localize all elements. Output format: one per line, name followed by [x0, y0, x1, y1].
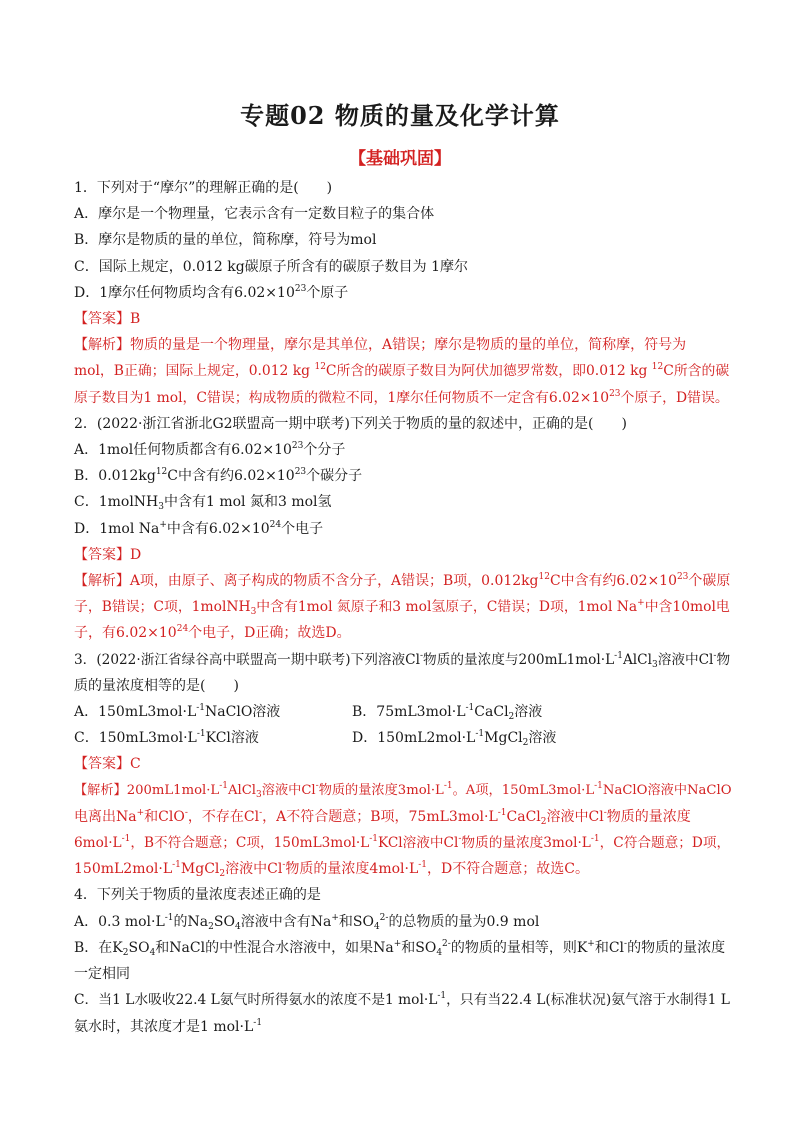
text: ，C符合题意；D项，	[599, 835, 731, 852]
q1-answer: 【答案】B	[74, 311, 141, 328]
text: C．当1 L水吸收22.4 L氨气时所得氨水的浓度不是1 mol·L	[74, 992, 438, 1009]
superscript: 12	[538, 572, 550, 583]
text: B．在K	[74, 939, 123, 956]
text: B．0.012kg	[74, 468, 156, 485]
subscript: 2	[540, 816, 547, 827]
text: 个原子	[306, 284, 349, 301]
text: 物质的量浓度3mol·L	[461, 835, 591, 852]
superscript: -1	[164, 912, 174, 923]
superscript: 24	[176, 624, 189, 635]
superscript: -	[184, 807, 188, 818]
q1-option-c: C．国际上规定，0.012 kg碳原子所含有的碳原子数目为 1摩尔	[74, 258, 469, 275]
text: 溶液	[528, 730, 557, 747]
superscript: 23	[294, 283, 307, 294]
q1-option-d	[74, 280, 730, 306]
text: 物质的量浓度与200mL1mol·L	[423, 651, 615, 668]
superscript: -1	[590, 834, 600, 845]
superscript: 23	[291, 441, 304, 452]
q2-option-d	[74, 516, 730, 542]
text: 物质的量浓度3mol·L	[318, 782, 444, 798]
text: NaClO溶液	[205, 704, 281, 721]
text: 的物质的量相等，则K	[450, 939, 588, 956]
text: AlCl	[622, 651, 652, 668]
q3-stem-line-2: 质的量浓度相等的是( )	[74, 677, 239, 694]
text: 溶液中Cl	[657, 651, 714, 668]
q3-explanation-line-4	[74, 856, 730, 882]
superscript: -	[458, 834, 462, 845]
text: 子，有6.02×10	[74, 625, 177, 642]
text: C中含有约6.02×10	[167, 468, 295, 485]
q2-explanation-line-1	[74, 568, 730, 594]
superscript: -1	[121, 834, 131, 845]
text: KCl溶液中Cl	[378, 835, 459, 852]
text: 【解析】A项，由原子、离子构成的物质不含分子，A错误；B项，0.012kg	[74, 573, 539, 590]
superscript: -1	[196, 703, 206, 714]
superscript: -1	[443, 780, 453, 791]
subscript: 2	[219, 869, 226, 880]
superscript: -	[603, 807, 607, 818]
text: 溶液中Cl	[546, 808, 604, 825]
superscript: -1	[614, 650, 623, 661]
text: CaCl	[506, 808, 541, 825]
section-heading: 【基础巩固】	[349, 149, 451, 169]
q1-option-a: A．摩尔是一个物理量，它表示含有一定数目粒子的集合体	[74, 206, 435, 223]
text: ，只有当22.4 L(标准状况)氨气溶于水制得1 L	[446, 992, 730, 1009]
text: SO	[213, 913, 235, 930]
q1-explanation-line-3	[74, 385, 730, 411]
text: 的总物质的量为0.9 mol	[388, 913, 540, 930]
q2-option-c	[74, 489, 730, 515]
text: 6mol·L	[74, 835, 122, 852]
q1-stem: 1．下列对于“摩尔”的理解正确的是( )	[74, 180, 333, 196]
text: C所含的碳原子数目为阿伏加德罗常数，即0.012 kg	[325, 363, 652, 380]
text: 的Na	[173, 913, 209, 930]
superscript: 12	[651, 362, 664, 373]
q4-option-b-line-2: 一定相同	[74, 966, 130, 983]
q2-explanation-line-2	[74, 594, 730, 620]
subscript: 2	[122, 947, 129, 958]
text: 3．(2022·浙江省绿谷高中联盟高一期中联考)下列溶液Cl	[74, 651, 420, 668]
text: 和ClO	[144, 808, 185, 825]
superscript: -1	[475, 729, 485, 740]
text: MgCl	[180, 861, 220, 878]
q1-option-b: B．摩尔是物质的量的单位，简称摩，符号为mol	[74, 232, 377, 249]
superscript: 12	[314, 362, 326, 373]
superscript: 24	[269, 519, 282, 530]
q4-stem: 4．下列关于物质的量浓度表述正确的是	[74, 887, 321, 904]
subscript: 2	[208, 921, 214, 932]
q3-option-c	[74, 725, 352, 751]
text: C中含有约6.02×10	[549, 573, 677, 590]
text: CaCl	[474, 704, 509, 721]
superscript: -1	[219, 780, 228, 791]
q2-answer: 【答案】D	[74, 546, 142, 563]
text: ，B不符合题意；C项，150mL3mol·L	[130, 835, 370, 852]
q1-explanation-line-2	[74, 358, 730, 384]
text: D．150mL2mol·L	[352, 730, 476, 747]
text: 和SO	[401, 939, 437, 956]
text: A．1mol任何物质都含有6.02×10	[74, 442, 292, 459]
subscript: 3	[158, 502, 164, 513]
subscript: 2	[522, 738, 529, 749]
q2-option-b	[74, 463, 730, 489]
text: 中含有1 mol 氮和3 mol氢	[164, 494, 332, 511]
subscript: 4	[234, 921, 241, 932]
q2-explanation-line-3	[74, 620, 730, 646]
superscript: -	[713, 650, 717, 661]
text: 溶液中Cl	[225, 861, 283, 878]
text: 原子数目为1 mol，C错误；构成物质的微粒不同，1摩尔任何物质不一定含有6.02×10	[74, 389, 610, 406]
text: A．150mL3mol·L	[74, 704, 197, 721]
superscript: +	[637, 598, 645, 609]
text: A．0.3 mol·L	[74, 913, 165, 930]
superscript: -1	[172, 860, 181, 871]
text: 。A项，150mL3mol·L	[452, 782, 595, 798]
superscript: +	[136, 807, 145, 818]
text: 和Cl	[594, 939, 625, 956]
superscript: 23	[609, 388, 621, 399]
text: 溶液中含有Na	[240, 913, 332, 930]
q2-option-a	[74, 437, 730, 463]
subscript: 4	[436, 947, 443, 958]
superscript: -	[420, 650, 424, 661]
superscript: -1	[497, 807, 507, 818]
superscript: -1	[196, 729, 206, 740]
text: 个碳分子	[306, 468, 363, 485]
subscript: 3	[256, 789, 262, 800]
q1-explanation-line-1: 【解析】物质的量是一个物理量，摩尔是其单位，A错误；摩尔是物质的量的单位，简称摩，符号为	[74, 337, 687, 354]
superscript: -1	[594, 780, 603, 791]
text: C所含的碳	[663, 363, 730, 380]
text: SO	[128, 939, 150, 956]
q3-explanation-line-3	[74, 830, 730, 856]
superscript: +	[393, 938, 402, 949]
superscript: +	[587, 938, 595, 949]
superscript: 23	[676, 572, 689, 583]
q2-stem: 2．(2022·浙江省浙北G2联盟高一期中联考)下列关于物质的量的叙述中，正确的是( )	[74, 415, 627, 432]
text: 个电子，D正确；故选D。	[188, 625, 351, 642]
superscript: -	[259, 807, 263, 818]
text: 【解析】200mL1mol·L	[74, 782, 220, 798]
q4-option-c-line-1	[74, 987, 730, 1013]
q3-option-a	[74, 699, 352, 725]
superscript: -1	[253, 1017, 263, 1028]
q3-option-d	[352, 725, 630, 751]
text: 和NaCl的中性混合水溶液中，如果Na	[155, 939, 394, 956]
text: AlCl	[227, 782, 257, 798]
text: 物质的量浓度	[606, 808, 691, 825]
superscript: -1	[465, 703, 475, 714]
text: ，不存在Cl	[187, 808, 260, 825]
text: 子，B错误；C项，1molNH	[74, 599, 251, 616]
text: 中含有6.02×10	[166, 520, 270, 537]
superscript: +	[331, 912, 339, 923]
subscript: 4	[373, 921, 380, 932]
page-title: 专题02 物质的量及化学计算	[240, 101, 560, 130]
text: 中含10mol电	[644, 599, 730, 616]
question-list	[74, 175, 730, 1040]
text: C．150mL3mol·L	[74, 730, 197, 747]
q3-option-b	[352, 699, 630, 725]
text: mol，B正确；国际上规定，0.012 kg	[74, 363, 315, 380]
superscript: -	[624, 938, 628, 949]
q4-option-c-line-2	[74, 1014, 730, 1040]
subscript: 2	[508, 712, 515, 723]
text: 个电子	[281, 520, 324, 537]
text: 氨水时，其浓度才是1 mol·L	[74, 1018, 254, 1035]
subscript: 4	[149, 947, 156, 958]
superscript: 2-	[379, 912, 389, 923]
q3-explanation-line-1	[74, 778, 730, 804]
text: ，D不符合题意；故选C。	[427, 861, 589, 878]
superscript: -1	[369, 834, 378, 845]
text: 电离出Na	[74, 808, 137, 825]
text: 溶液中Cl	[261, 782, 316, 798]
text: 溶液	[514, 704, 543, 721]
superscript: +	[159, 519, 167, 530]
text: 和SO	[338, 913, 374, 930]
q3-answer: 【答案】C	[74, 756, 141, 773]
superscript: 2-	[442, 938, 451, 949]
text: D．1摩尔任何物质均含有6.02×10	[74, 284, 295, 301]
text: B．75mL3mol·L	[352, 704, 466, 721]
q3-options-row-1	[74, 699, 730, 725]
text: 个原子，D错误。	[620, 389, 729, 406]
q4-option-a	[74, 909, 730, 935]
text: 物质的量浓度4mol·L	[285, 861, 419, 878]
q3-options-row-2	[74, 725, 730, 751]
q4-option-b-line-1	[74, 935, 730, 961]
text: 150mL2mol·L	[74, 861, 173, 878]
text: 个分子	[303, 442, 346, 459]
superscript: -	[315, 780, 319, 791]
q3-explanation-line-2	[74, 804, 730, 830]
text: D．1mol Na	[74, 520, 160, 537]
subscript: 3	[651, 659, 658, 670]
superscript: -	[282, 860, 286, 871]
q3-stem-line-1	[74, 647, 730, 673]
text: NaClO溶液中NaClO	[602, 782, 732, 798]
text: KCl溶液	[205, 730, 259, 747]
text: 物	[716, 651, 731, 668]
text: ，A不符合题意；B项，75mL3mol·L	[262, 808, 498, 825]
text: MgCl	[484, 730, 523, 747]
text: 个碳原	[688, 573, 731, 590]
subscript: 3	[250, 607, 257, 618]
superscript: -1	[437, 991, 447, 1002]
text: C．1molNH	[74, 494, 159, 511]
superscript: 23	[294, 467, 307, 478]
text: 中含有1mol 氮原子和3 mol氢原子，C错误；D项，1mol Na	[256, 599, 638, 616]
superscript: -1	[418, 860, 428, 871]
text: 的物质的量浓度	[627, 939, 726, 956]
superscript: 12	[155, 467, 168, 478]
